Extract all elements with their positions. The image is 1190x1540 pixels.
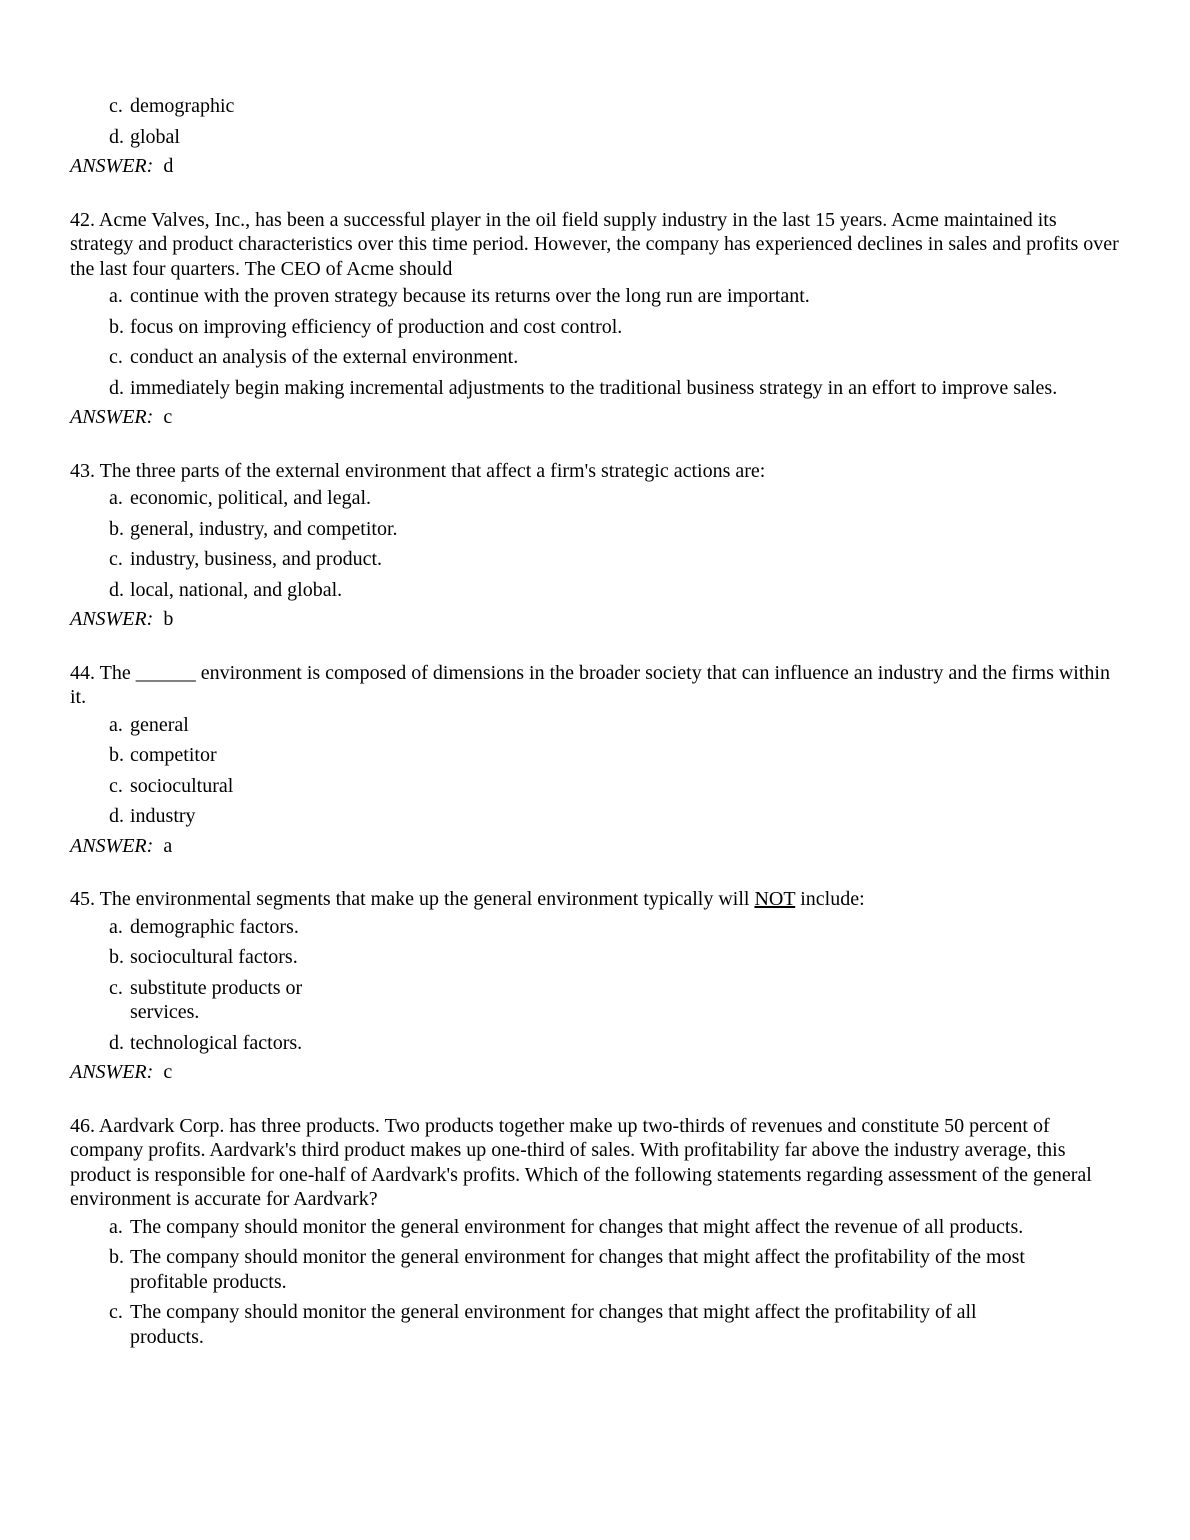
answer-value: c <box>163 1061 173 1083</box>
answer-option <box>109 976 320 1025</box>
question-block <box>70 459 1120 632</box>
question-block <box>70 208 1120 430</box>
question-number: 46. <box>70 1114 95 1137</box>
option-text: industry <box>130 805 196 827</box>
options-list <box>70 284 1120 400</box>
option-letter: a. <box>109 915 123 938</box>
answer-line <box>70 834 1120 859</box>
option-text: local, national, and global. <box>130 578 343 601</box>
question-number: 43. <box>70 459 95 482</box>
answer-option <box>109 517 1120 542</box>
answer-label: ANSWER: <box>70 406 154 428</box>
answer-option <box>109 774 1120 799</box>
answer-value: a <box>163 834 173 857</box>
option-letter: d. <box>109 376 124 399</box>
answer-value: b <box>163 608 174 630</box>
option-text: The company should monitor the general environment for changes that might affect the profitability of the most profitable products. <box>130 1246 1025 1293</box>
question-text <box>70 887 1120 912</box>
option-letter: b. <box>109 744 124 766</box>
answer-line <box>70 154 1120 179</box>
question-text <box>70 208 1120 282</box>
option-letter: d. <box>109 1031 124 1054</box>
option-text: competitor <box>130 744 217 766</box>
answer-line <box>70 607 1120 632</box>
option-letter: c. <box>109 346 123 368</box>
answer-option <box>109 547 1120 572</box>
option-letter: d. <box>109 805 124 827</box>
document-page <box>70 91 1120 1349</box>
answer-option <box>109 315 1120 340</box>
answer-option <box>109 284 1120 309</box>
option-letter: b. <box>109 517 124 540</box>
answer-label: ANSWER: <box>70 608 154 630</box>
answer-option <box>109 804 1120 829</box>
answer-option <box>109 345 1120 370</box>
option-letter: c. <box>109 774 123 797</box>
answer-option <box>109 713 1120 738</box>
options-list <box>70 486 1120 602</box>
option-letter: a. <box>109 1215 123 1238</box>
option-text: general <box>130 713 189 736</box>
question-block <box>70 1114 1120 1350</box>
option-text: industry, business, and product. <box>130 548 383 570</box>
option-text: global <box>130 125 180 148</box>
question-stem: The environmental segments that make up the general environment typically will <box>99 888 750 910</box>
options-list <box>70 915 1120 1056</box>
answer-option <box>109 1215 1045 1240</box>
answer-option <box>109 743 1120 768</box>
option-text: focus on improving efficiency of production and cost control. <box>130 315 623 338</box>
option-text: technological factors. <box>130 1031 303 1054</box>
option-letter: b. <box>109 1246 124 1268</box>
answer-value: d <box>163 155 174 177</box>
option-text: continue with the proven strategy because its returns over the long run are important. <box>130 285 810 307</box>
question-stem: The ______ environment is composed of dimensions in the broader society that can influence an industry and the firms within it. <box>70 661 1110 708</box>
question-stem-end: include: <box>800 888 865 910</box>
option-text: immediately begin making incremental adjustments to the traditional business strategy in an effort to improve sales. <box>130 376 1058 399</box>
option-letter: c. <box>109 548 123 570</box>
option-text: substitute products or services. <box>130 976 303 1023</box>
option-letter: c. <box>109 976 123 999</box>
option-text: sociocultural <box>130 774 234 797</box>
option-text: demographic factors. <box>130 915 299 938</box>
option-text: demographic <box>130 95 235 117</box>
question-number: 44. <box>70 661 95 684</box>
question-block <box>70 887 1120 1085</box>
answer-option <box>109 945 1120 970</box>
option-letter: d. <box>109 125 124 148</box>
question-stem: Acme Valves, Inc., has been a successful player in the oil field supply industry in the last 15 years. Acme maintained its strategy and product characteristics over this time period. However, the company has experienced declines in sales and profits over the last four quarters. The CEO of Acme should <box>70 208 1119 280</box>
answer-option <box>109 915 1120 940</box>
answer-line <box>70 1060 1120 1085</box>
option-letter: a. <box>109 713 123 736</box>
answer-label: ANSWER: <box>70 834 154 857</box>
question-emphasis: NOT <box>754 888 796 910</box>
question-number: 42. <box>70 208 95 231</box>
option-text: conduct an analysis of the external environment. <box>130 346 519 368</box>
answer-line <box>70 405 1120 430</box>
question-text <box>70 661 1120 710</box>
options-list <box>70 94 1120 149</box>
answer-option <box>109 1031 1120 1056</box>
answer-option <box>109 1300 1045 1349</box>
question-text <box>70 1114 1120 1212</box>
answer-option <box>109 486 1120 511</box>
answer-option <box>109 94 1120 119</box>
option-letter: b. <box>109 946 124 968</box>
options-list <box>70 713 1120 829</box>
question-stem: The three parts of the external environment that affect a firm's strategic actions are: <box>99 459 766 482</box>
option-letter: a. <box>109 487 123 509</box>
option-text: sociocultural factors. <box>130 946 298 968</box>
question-block <box>70 661 1120 859</box>
option-letter: b. <box>109 315 124 338</box>
option-text: The company should monitor the general environment for changes that might affect the revenue of all products. <box>130 1215 1024 1238</box>
answer-label: ANSWER: <box>70 155 154 177</box>
options-list <box>70 1215 1120 1350</box>
option-letter: d. <box>109 578 124 601</box>
option-letter: c. <box>109 1301 123 1323</box>
answer-option <box>109 578 1120 603</box>
answer-option <box>109 376 1120 401</box>
question-number: 45. <box>70 888 95 910</box>
question-stem: Aardvark Corp. has three products. Two products together make up two-thirds of revenues and constitute 50 percent of company profits. Aardvark's third product makes up one-third of sales. With profitability far above the industry average, this product is responsible for one-half of Aardvark's profits. Which of the following statements regarding assessment of the general environment is accurate for Aardvark? <box>70 1114 1092 1210</box>
option-text: general, industry, and competitor. <box>130 517 398 540</box>
option-letter: a. <box>109 285 123 307</box>
question-block-continued <box>70 94 1120 179</box>
answer-option <box>109 125 1120 150</box>
answer-label: ANSWER: <box>70 1061 154 1083</box>
option-text: The company should monitor the general environment for changes that might affect the profitability of all products. <box>130 1301 977 1348</box>
answer-option <box>109 1245 1045 1294</box>
option-letter: c. <box>109 95 123 117</box>
question-text <box>70 459 1120 484</box>
option-text: economic, political, and legal. <box>130 487 372 509</box>
answer-value: c <box>163 406 173 428</box>
